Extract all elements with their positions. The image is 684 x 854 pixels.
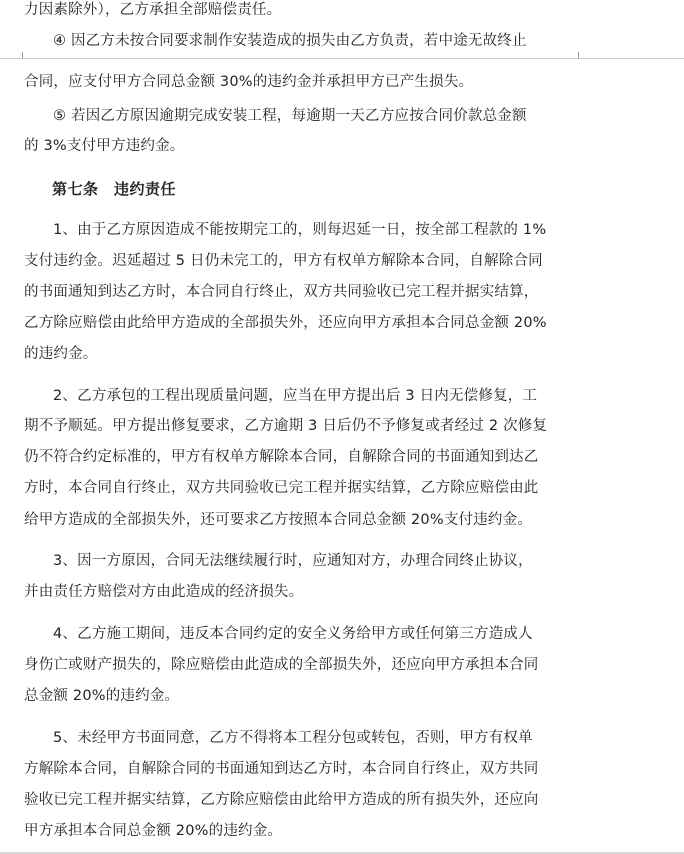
page-break-divider: [0, 58, 684, 59]
section-heading: 第七条 违约责任: [52, 180, 177, 198]
text-line: 总金额 20%的违约金。: [24, 688, 180, 704]
text-line: 方解除本合同，自解除合同的书面通知到达乙方时，本合同自行终止，双方共同: [24, 761, 539, 777]
text-line: 4、乙方施工期间，违反本合同约定的安全义务给甲方或任何第三方造成人: [53, 626, 533, 642]
text-line: 2、乙方承包的工程出现质量问题，应当在甲方提出后 3 日内无偿修复，工: [53, 388, 538, 404]
text-line: 的 3%支付甲方违约金。: [24, 138, 185, 154]
text-line: 身伤亡或财产损失的，除应赔偿由此造成的全部损失外，还应向甲方承担本合同: [24, 657, 539, 673]
text-line: 仍不符合约定标准的，甲方有权单方解除本合同，自解除合同的书面通知到达乙: [24, 449, 539, 465]
text-line: 的书面通知到达乙方时，本合同自行终止，双方共同验收已完工程并据实结算，: [24, 284, 539, 300]
text-line: 支付违约金。迟延超过 5 日仍未完工的，甲方有权单方解除本合同，自解除合同: [24, 253, 543, 269]
text-line: ⑤ 若因乙方原因逾期完成安装工程，每逾期一天乙方应按合同价款总金额: [53, 108, 527, 124]
text-line: 乙方除应赔偿由此给甲方造成的全部损失外，还应向甲方承担本合同总金额 20%: [24, 315, 547, 331]
text-line: 3、因一方原因，合同无法继续履行时，应通知对方，办理合同终止协议，: [53, 553, 533, 569]
text-line: 期不予顺延。甲方提出修复要求，乙方逾期 3 日后仍不予修复或者经过 2 次修复: [24, 418, 548, 434]
text-line: 力因素除外），乙方承担全部赔偿责任。: [24, 2, 282, 18]
text-line: 验收已完工程并据实结算，乙方除应赔偿由此给甲方造成的所有损失外，还应向: [24, 792, 539, 808]
text-line: ④ 因乙方未按合同要求制作安装造成的损失由乙方负责，若中途无故终止: [53, 33, 527, 49]
text-line: 1、由于乙方原因造成不能按期完工的，则每迟延一日，按全部工程款的 1%: [53, 222, 547, 238]
text-line: 甲方承担本合同总金额 20%的违约金。: [24, 823, 283, 839]
text-line: 合同，应支付甲方合同总金额 30%的违约金并承担甲方已产生损失。: [24, 74, 474, 90]
text-line: 5、未经甲方书面同意，乙方不得将本工程分包或转包，否则，甲方有权单: [53, 730, 533, 746]
text-line: 的违约金。: [24, 346, 98, 362]
text-line: 方时，本合同自行终止，双方共同验收已完工程并据实结算，乙方除应赔偿由此: [24, 480, 539, 496]
text-line: 给甲方造成的全部损失外，还可要求乙方按照本合同总金额 20%支付违约金。: [24, 512, 533, 528]
text-line: 并由责任方赔偿对方由此造成的经济损失。: [24, 584, 304, 600]
